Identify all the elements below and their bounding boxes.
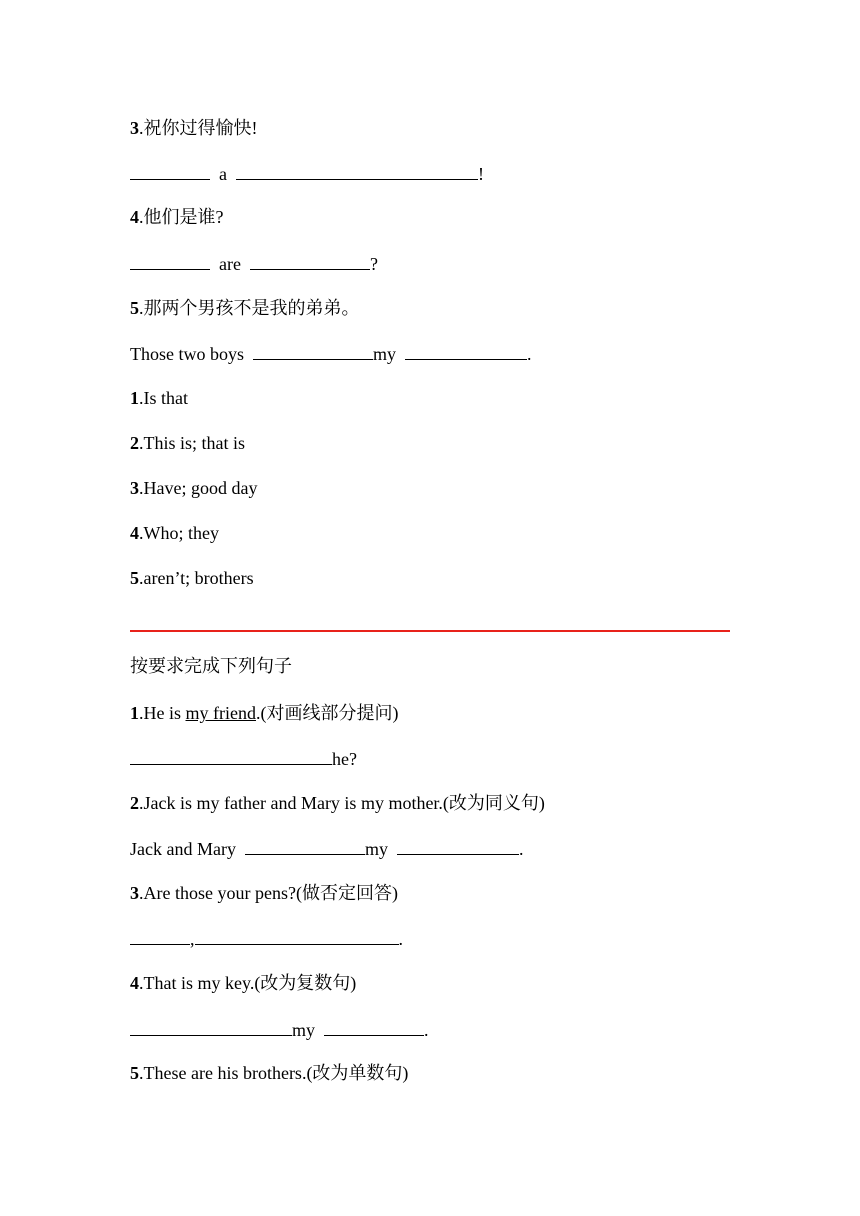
question-number: 4	[130, 973, 139, 993]
question-text: .他们是谁?	[139, 207, 224, 227]
question-number: 3	[130, 118, 139, 138]
answer-text: .Who; they	[139, 523, 219, 543]
answer-blank[interactable]	[130, 162, 210, 180]
section-divider	[130, 630, 730, 632]
fill-word: my	[373, 344, 397, 364]
question-4-answer-line	[130, 252, 378, 275]
answer-text: .Is that	[139, 388, 188, 408]
s2-question-4-prompt	[130, 972, 356, 994]
answer-blank[interactable]	[324, 1018, 424, 1036]
question-number: 1	[130, 703, 139, 723]
fill-word: a	[219, 164, 227, 184]
answer-5	[130, 567, 254, 589]
sentence-end: !	[478, 164, 484, 184]
s2-question-2-prompt	[130, 792, 545, 814]
answer-text: .This is; that is	[139, 433, 246, 453]
s2-question-5-prompt	[130, 1062, 408, 1084]
answer-number: 3	[130, 478, 139, 498]
separator: ,	[190, 929, 195, 949]
question-number: 4	[130, 207, 139, 227]
s2-question-3-answer-line	[130, 927, 403, 950]
fill-word: my	[292, 1020, 316, 1040]
answer-blank[interactable]	[130, 1018, 292, 1036]
sentence-end: .	[518, 839, 524, 859]
answer-number: 5	[130, 568, 139, 588]
question-5-answer-line	[130, 342, 532, 365]
question-text: .祝你过得愉快!	[139, 118, 258, 138]
answer-number: 4	[130, 523, 139, 543]
s2-question-1-prompt	[130, 702, 398, 724]
question-text: .Are those your pens?(做否定回答)	[139, 883, 398, 903]
answer-number: 2	[130, 433, 139, 453]
answer-blank[interactable]	[130, 927, 190, 945]
question-text: .那两个男孩不是我的弟弟。	[139, 298, 360, 318]
answer-1	[130, 387, 188, 409]
answer-blank[interactable]	[397, 837, 519, 855]
question-5-prompt	[130, 297, 360, 319]
answer-blank[interactable]	[130, 747, 332, 765]
s2-question-3-prompt	[130, 882, 398, 904]
sentence-end: .	[424, 1020, 429, 1040]
question-3-prompt	[130, 117, 258, 139]
answer-2	[130, 432, 245, 454]
answer-text: .aren’t; brothers	[139, 568, 254, 588]
s2-question-2-answer-line	[130, 837, 523, 860]
s2-question-1-answer-line	[130, 747, 357, 770]
question-text: .Jack is my father and Mary is my mother.(改为同义句)	[139, 793, 545, 813]
answer-4	[130, 522, 219, 544]
answer-blank[interactable]	[253, 342, 373, 360]
answer-number: 1	[130, 388, 139, 408]
section-heading: 按要求完成下列句子	[130, 656, 292, 677]
answer-text: .Have; good day	[139, 478, 258, 498]
question-text: .That is my key.(改为复数句)	[139, 973, 357, 993]
question-4-prompt	[130, 206, 224, 228]
answer-blank[interactable]	[195, 927, 399, 945]
question-text: .These are his brothers.(改为单数句)	[139, 1063, 409, 1083]
question-text-pre: .He is	[139, 703, 186, 723]
sentence-end: he?	[332, 749, 357, 769]
question-number: 5	[130, 298, 139, 318]
sentence-start: Those two boys	[130, 344, 244, 364]
question-number: 3	[130, 883, 139, 903]
fill-word: are	[219, 254, 241, 274]
answer-blank[interactable]	[236, 162, 478, 180]
answer-blank[interactable]	[250, 252, 370, 270]
sentence-end: ?	[369, 254, 378, 274]
s2-question-4-answer-line	[130, 1018, 429, 1041]
question-number: 5	[130, 1063, 139, 1083]
sentence-start: Jack and Mary	[130, 839, 236, 859]
underlined-phrase: my friend	[185, 703, 256, 723]
sentence-end: .	[527, 344, 532, 364]
question-number: 2	[130, 793, 139, 813]
answer-blank[interactable]	[245, 837, 365, 855]
sentence-end: .	[398, 929, 403, 949]
fill-word: my	[364, 839, 388, 859]
question-text-post: .(对画线部分提问)	[255, 703, 399, 723]
answer-blank[interactable]	[130, 252, 210, 270]
answer-3	[130, 477, 257, 499]
question-3-answer-line	[130, 162, 484, 185]
answer-blank[interactable]	[405, 342, 527, 360]
